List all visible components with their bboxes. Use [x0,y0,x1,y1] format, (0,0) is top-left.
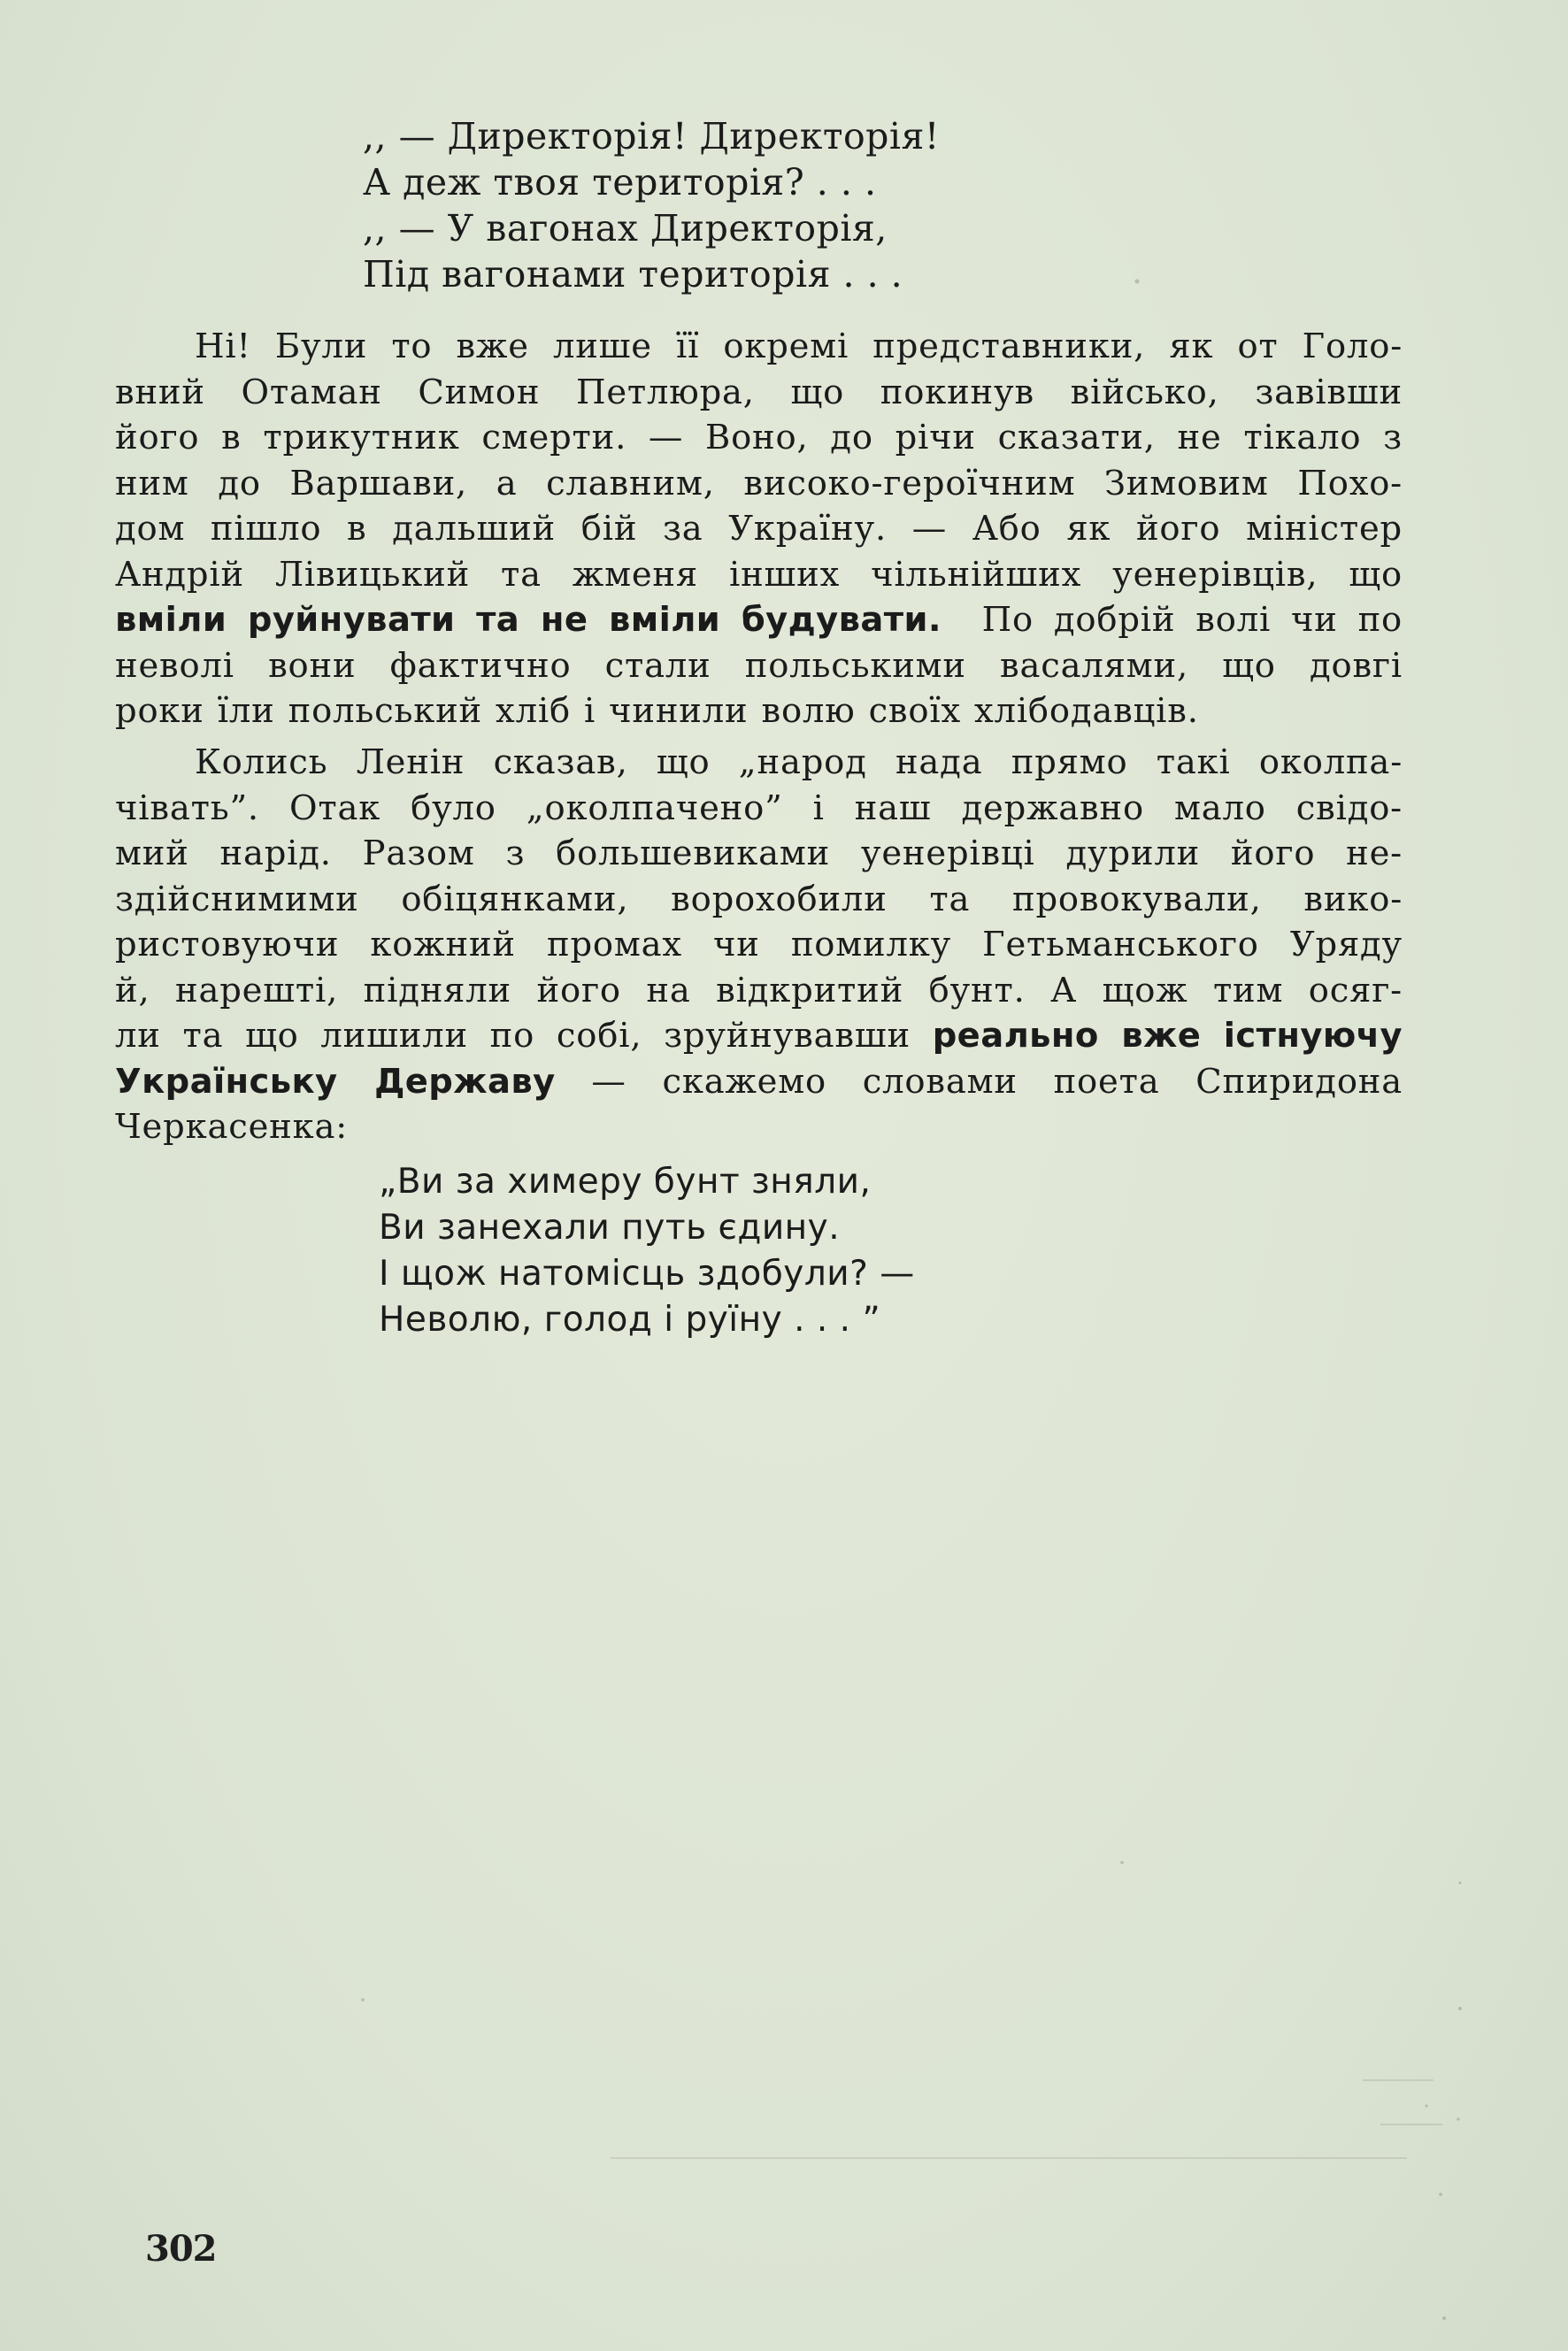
paragraph-line: Андрій Лівицький та жменя інших чільнійших уенерівців, що [115,554,1403,595]
paragraph-line: роки їли польський хліб і чинили волю своїх хлібодавців. [115,691,1199,731]
paragraph-line: неволі вони фактично стали польськими васалями, що довгі [115,645,1403,686]
paragraph-line: мий нарід. Разом з большевиками уенерівці дурили його не- [115,834,1403,873]
bold-phrase: Українську Державу [115,1061,556,1102]
paragraph-line: дом пішло в дальший бій за Україну. — Або як його міністер [115,509,1403,549]
paragraph-line-start: ли та що лишили по собі, зруйнувавши [115,1016,911,1056]
paragraph-line: вний Отаман Симон Петлюра, що покинув військо, завівши [115,372,1403,412]
verse-bottom-line: „Ви за химеру бунт зняли, [379,1162,872,1202]
verse-top-line: А деж твоя територія? . . . [363,161,877,204]
verse-top-line: Під вагонами територія . . . [363,253,903,296]
paragraph-line-rest: По добрій волі чи по [981,600,1403,640]
verse-top-line: ,, — Директорія! Директорія! [363,115,940,158]
verse-bottom-line: Неволю, голод і руїну . . . ” [379,1300,881,1340]
paragraph-line: Черкасенка: [115,1107,348,1147]
verse-bottom-line: Ви занехали путь єдину. [379,1208,841,1248]
bold-phrase: реально вже істнуючу [932,1016,1403,1056]
paragraph-line: ристовуючи кожний промах чи помилку Гетьманського Уряду [115,925,1403,964]
bold-phrase: вміли руйнувати та не вміли будувати. [115,600,942,640]
paragraph-line: Колись Ленін сказав, що „народ нада прямо такі околпа- [195,742,1403,782]
paragraph-line: його в трикутник смерти. — Воно, до річи сказати, не тікало з [115,418,1403,457]
paragraph-line: чівать”. Отак було „околпачено” і наш державно мало свідо- [115,788,1403,828]
verse-top-line: ,, — У вагонах Директорія, [363,207,888,250]
paragraph-line: здійснимими обіцянками, ворохобили та провокували, вико- [115,879,1403,919]
paragraph-line: Ні! Були то вже лише її окремі представники, як от Голо- [195,327,1403,366]
paragraph-line: ним до Варшави, а славним, високо-героїчним Зимовим Похо- [115,463,1403,503]
page-number: 302 [145,2228,217,2270]
paragraph-line: й, нарешті, підняли його на відкритий бунт. А щож тим осяг- [115,970,1403,1010]
paragraph-line-rest: — скажемо словами поета Спиридона [555,1061,1403,1102]
verse-bottom-line: І щож натомісць здобули? — [379,1254,915,1294]
